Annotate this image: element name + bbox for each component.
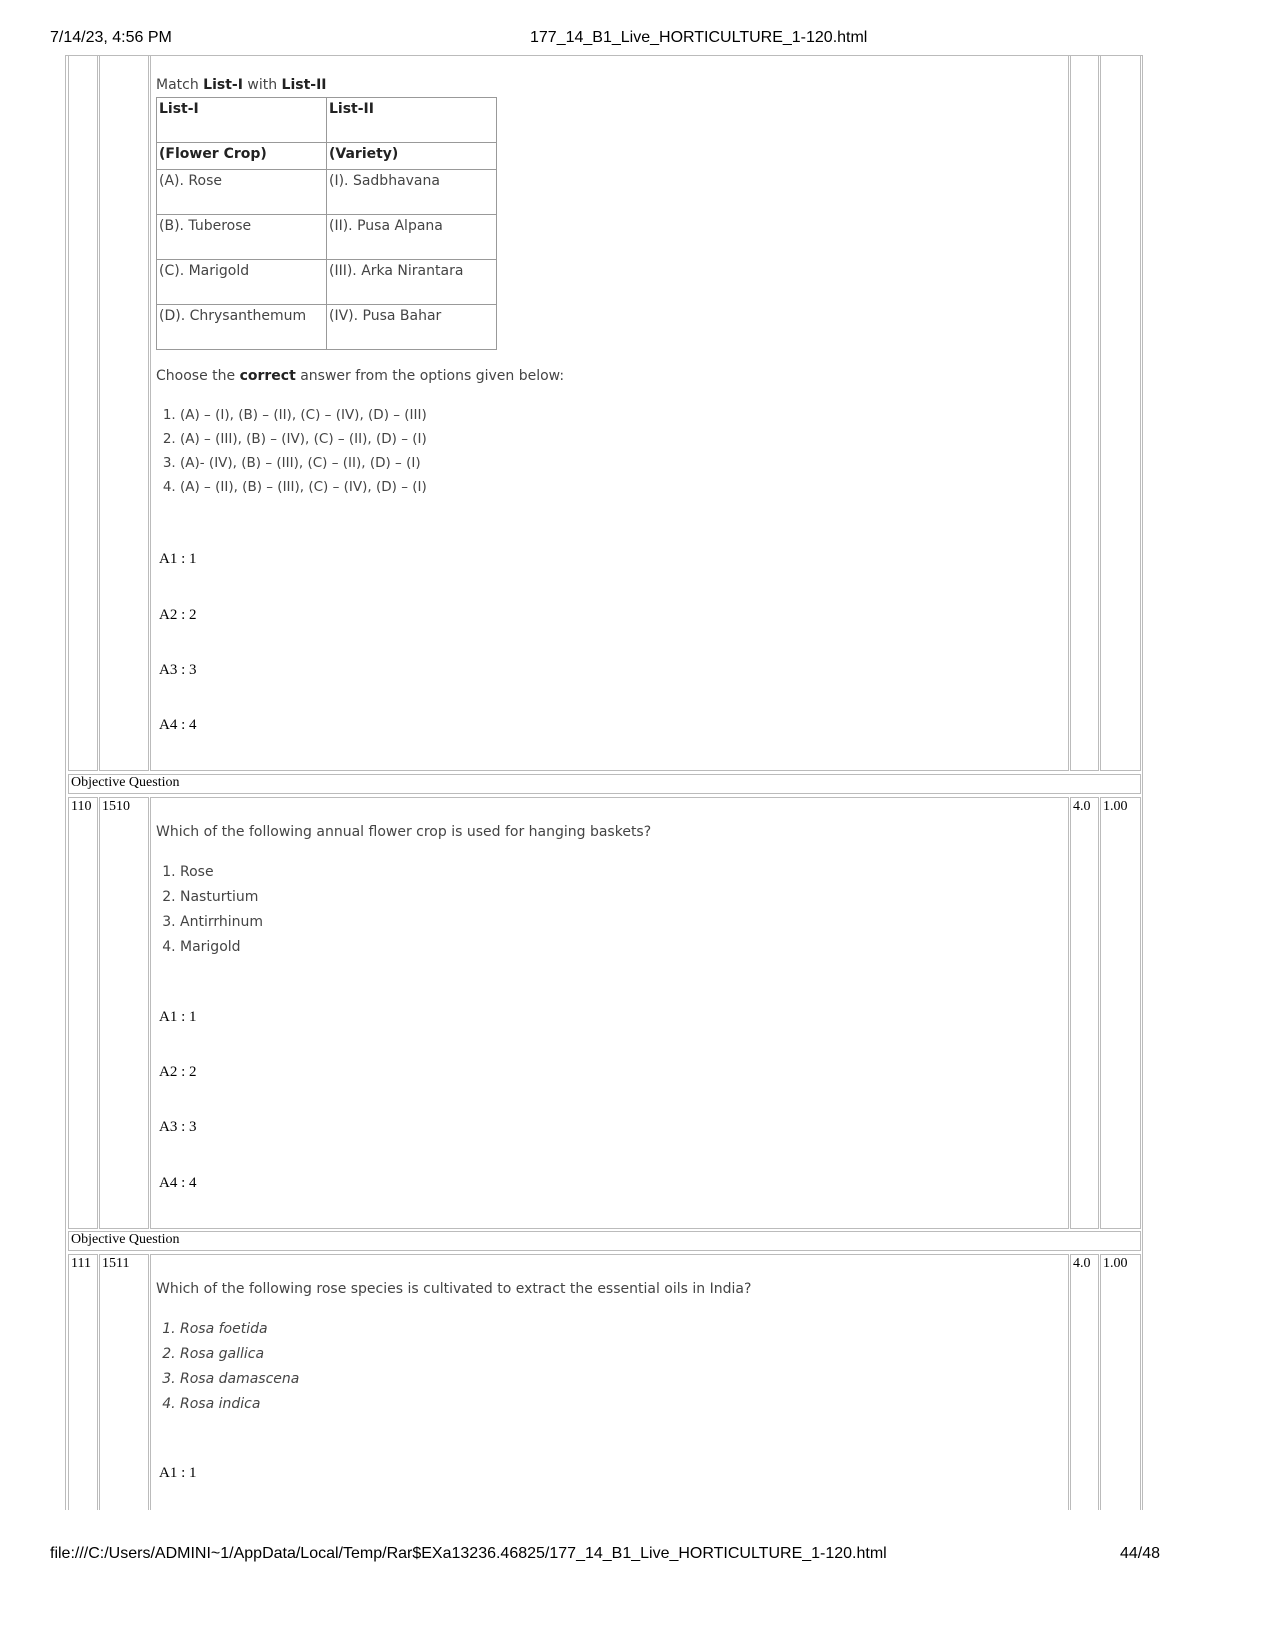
table-cell: (B). Tuberose: [157, 215, 327, 260]
sno-cell: 110: [68, 797, 98, 1229]
neg-cell: 1.00: [1100, 1254, 1141, 1554]
sno-cell: 111: [68, 1254, 98, 1554]
answer-line: A1 : 1: [159, 551, 197, 567]
table-cell: (Variety): [327, 143, 497, 170]
answer-line: A3 : 3: [159, 1119, 197, 1135]
qid-cell: 1510: [99, 797, 149, 1229]
table-cell: (IV). Pusa Bahar: [327, 305, 497, 350]
answer-line: A2 : 2: [159, 607, 197, 623]
match-intro: Match List-I with List-II: [156, 77, 327, 93]
answer-line: A3 : 3: [159, 662, 197, 678]
answer-line: A1 : 1: [159, 1465, 197, 1481]
marks-cell: [1070, 55, 1099, 771]
document-title: 177_14_B1_Live_HORTICULTURE_1-120.html: [530, 29, 868, 46]
qid-cell: 1511: [99, 1254, 149, 1554]
file-path: file:///C:/Users/ADMINI~1/AppData/Local/Temp/Rar$EXa13236.46825/177_14_B1_Live_HORTICULTURE_1-120.html: [50, 1545, 887, 1562]
table-cell: (A). Rose: [157, 170, 327, 215]
section-label: Objective Question: [68, 774, 1141, 794]
table-cell: (I). Sadbhavana: [327, 170, 497, 215]
sno-cell: [68, 55, 98, 771]
option: 1. Rosa foetida: [180, 1317, 299, 1342]
table-cell: (D). Chrysanthemum: [157, 305, 327, 350]
qid-cell: [99, 55, 149, 771]
table-cell: (C). Marigold: [157, 260, 327, 305]
neg-cell: 1.00: [1100, 797, 1141, 1229]
table-cell: (III). Arka Nirantara: [327, 260, 497, 305]
table-cell: List-I: [157, 98, 327, 143]
option: 1. (A) – (I), (B) – (II), (C) – (IV), (D) – (III): [180, 403, 427, 427]
answer-line: A4 : 4: [159, 1175, 197, 1191]
neg-cell: [1100, 55, 1141, 771]
option: 3. Rosa damascena: [180, 1367, 299, 1392]
option: 2. Rosa gallica: [180, 1342, 299, 1367]
answer-line: A1 : 1: [159, 1009, 197, 1025]
question-text: Which of the following annual flower crop is used for hanging baskets?: [156, 824, 652, 840]
option: 3. (A)- (IV), (B) – (III), (C) – (II), (D) – (I): [180, 451, 427, 475]
section-label: Objective Question: [68, 1231, 1141, 1251]
table-cell: (II). Pusa Alpana: [327, 215, 497, 260]
answer-line: A4 : 4: [159, 717, 197, 733]
table-cell: (Flower Crop): [157, 143, 327, 170]
page-number: 44/48: [1120, 1545, 1161, 1562]
option: 4. Marigold: [180, 935, 263, 960]
question-cell: [150, 797, 1069, 1229]
option: 4. Rosa indica: [180, 1392, 299, 1417]
option: 2. Nasturtium: [180, 885, 263, 910]
question-text: Which of the following rose species is cultivated to extract the essential oils in India?: [156, 1281, 752, 1297]
marks-cell: 4.0: [1070, 1254, 1099, 1554]
table-cell: List-II: [327, 98, 497, 143]
option: 3. Antirrhinum: [180, 910, 263, 935]
option: 4. (A) – (II), (B) – (III), (C) – (IV), (D) – (I): [180, 475, 427, 499]
answer-line: A2 : 2: [159, 1064, 197, 1080]
marks-cell: 4.0: [1070, 797, 1099, 1229]
options-list: [156, 1317, 299, 1417]
match-table-wrap: [156, 97, 497, 350]
option: 2. (A) – (III), (B) – (IV), (C) – (II), (D) – (I): [180, 427, 427, 451]
choose-instruction: Choose the correct answer from the options given below:: [156, 368, 565, 384]
options-list: [156, 860, 263, 960]
options-list: [156, 403, 427, 499]
print-datetime: 7/14/23, 4:56 PM: [50, 29, 172, 46]
option: 1. Rose: [180, 860, 263, 885]
match-table: [156, 97, 497, 350]
